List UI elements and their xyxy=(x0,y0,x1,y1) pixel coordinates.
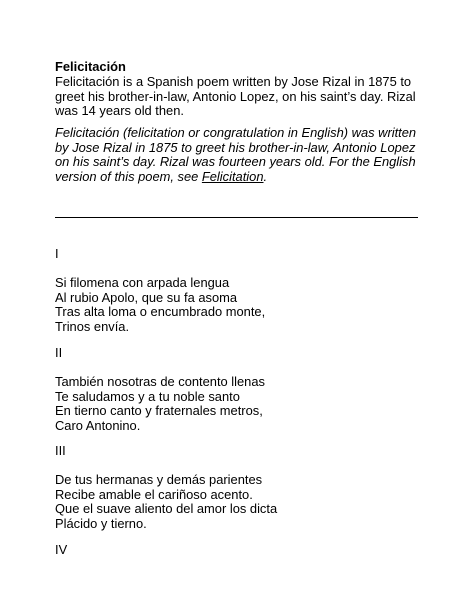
verse-line: Recibe amable el cariñoso acento. xyxy=(55,486,253,502)
stanza-3 xyxy=(55,473,277,532)
intro-paragraph: Felicitación is a Spanish poem written by Jose Rizal in 1875 to greet his brother-in-law, Antonio Lopez, on his saint’s day. Rizal was 14 years old then. xyxy=(55,74,416,119)
felicitation-link[interactable]: Felicitation xyxy=(201,169,264,185)
verse-line: Si filomena con arpada lengua xyxy=(55,275,230,290)
stanza-1 xyxy=(55,276,265,335)
horizontal-divider xyxy=(55,217,418,218)
stanza-numeral: IV xyxy=(55,542,68,557)
stanza-numeral: I xyxy=(55,246,59,261)
stanza-numeral: III xyxy=(55,443,66,458)
stanza-2 xyxy=(55,375,265,434)
verse-line: Plácido y tierno. xyxy=(55,516,147,532)
verse-line: También nosotras de contento llenas xyxy=(55,374,265,389)
verse-line: Que el suave aliento del amor los dicta xyxy=(55,501,278,517)
verse-line: Trinos envía. xyxy=(55,319,130,335)
intro-italic-end: . xyxy=(263,169,268,185)
verse-line: Te saludamos y a tu noble santo xyxy=(55,388,240,404)
verse-line: Tras alta loma o encumbrado monte, xyxy=(55,304,266,320)
verse-line: Caro Antonino. xyxy=(55,418,141,434)
document-title: Felicitación xyxy=(55,59,126,74)
verse-line: Al rubio Apolo, que su fa asoma xyxy=(55,289,238,305)
intro-italic-text: Felicitación (felicitation or congratulation in English) was written by Jose Rizal in 1875 to greet his brother-in-law, Antonio Lopez on his saint’s day. Rizal was fourteen years old. For the English version of this poem, see xyxy=(55,125,417,185)
stanza-numeral: II xyxy=(55,345,63,360)
intro-italic-paragraph xyxy=(55,126,425,185)
verse-line: En tierno canto y fraternales metros, xyxy=(55,403,263,419)
verse-line: De tus hermanas y demás parientes xyxy=(55,472,263,487)
